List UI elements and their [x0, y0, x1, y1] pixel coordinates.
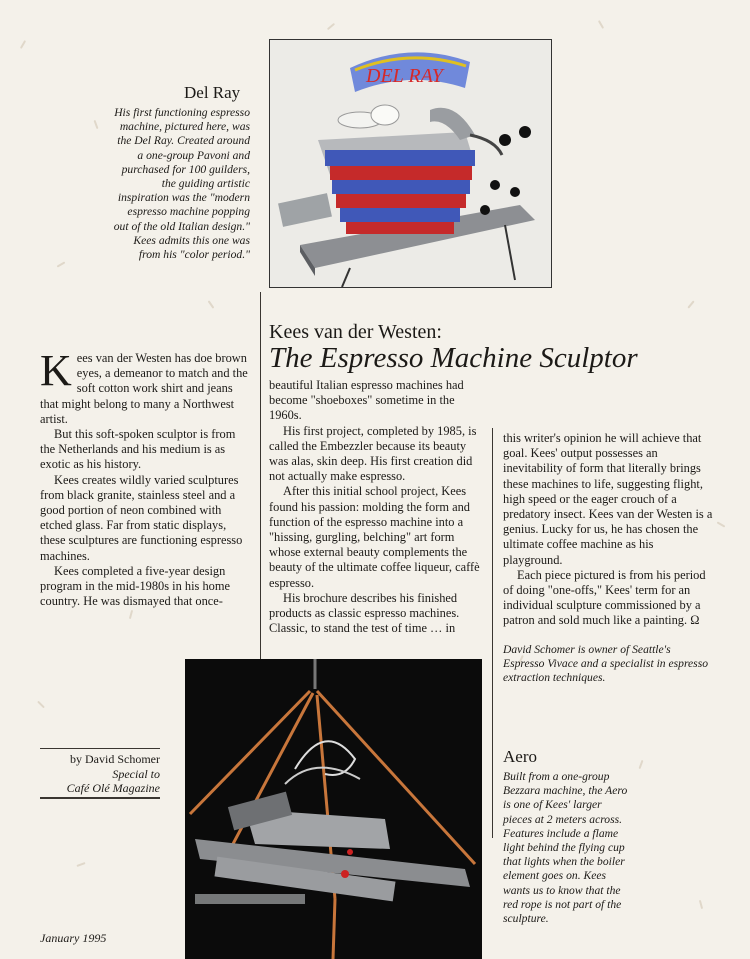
column-rule-right [492, 428, 493, 838]
author-bio: David Schomer is owner of Seattle's Espresso Vivace and a specialist in espresso extraction techniques. [503, 643, 709, 685]
delray-machine-illustration [270, 40, 551, 287]
byline-author: by David Schomer [70, 752, 160, 766]
byline-rule-top [40, 748, 160, 749]
headline-kicker: Kees van der Westen: [269, 321, 442, 343]
aero-title: Aero [503, 747, 537, 766]
byline-magazine: Café Olé Magazine [66, 781, 160, 795]
aero-machine-illustration [185, 659, 482, 959]
col1-paragraph-1: ees van der Westen has doe brown eyes, a demeanor to match and the soft cotton work shirt and jeans that might belong to many a Northwest artist. [40, 351, 248, 426]
col3-paragraph-1: this writer's opinion he will achieve that goal. Kees' output possesses an inevitability of form that literally brings these machines to life, suggesting flight, high speed or the eager crouch of a predatory insect. Kees van der Westen is a genius. Lucky for us, he has chosen the ultimate coffee machine as his playground. [503, 431, 713, 567]
footer-date: January 1995 [40, 931, 107, 945]
delray-caption: His first functioning espresso machine, pictured here, was the Del Ray. Created around a one-group Pavoni and purchased for 100 guilders, the guiding artistic inspiration was the "modern espresso machine popping out of the old Italian design." Kees admits this one was from his "color period." [113, 106, 250, 262]
delray-photo [269, 39, 552, 288]
aero-caption: Built from a one-group Bezzara machine, the Aero is one of Kees' larger pieces at 2 meters across. Features include a flame light behind the flying cup that lights when the boiler element goes on. Kees wants us to know that the red rope is not part of the sculpture. [503, 770, 628, 926]
col2-paragraph-3: After this initial school project, Kees found his passion: molding the form and function of the espresso machine into a "hissing, gurgling, belching" art form whose external beauty complements the beauty of the ultimate coffee liqueur, caffè espresso. [269, 484, 480, 590]
col1-paragraph-4: Kees completed a five-year design program in the mid-1980s in his home country. He was dismayed that once- [40, 563, 230, 609]
byline-rule-bottom [40, 797, 160, 799]
headline-title: The Espresso Machine Sculptor [269, 342, 638, 374]
col2-paragraph-2: His first project, completed by 1985, is called the Embezzler because its beauty was alas, skin deep. His first creation did not actually make espresso. [269, 423, 477, 484]
article-column-3 [503, 431, 715, 629]
col3-paragraph-2: Each piece pictured is from his period of doing "one-offs," Kees' term for an individual sculpture commissioned by a patron and sold much like a painting. Ω [503, 567, 706, 628]
col1-paragraph-3: Kees creates wildly varied sculptures from black granite, stainless steel and a good portion of neon combined with etched glass. Far from static displays, these sculptures are functioning espresso machines. [40, 472, 243, 563]
col1-paragraph-2: But this soft-spoken sculptor is from the Netherlands and his medium is as exotic as his history. [40, 427, 236, 472]
aero-photo [185, 659, 482, 959]
byline [40, 752, 160, 796]
col2-paragraph-1: beautiful Italian espresso machines had become "shoeboxes" sometime in the 1960s. [269, 378, 464, 423]
byline-special: Special to [112, 766, 160, 781]
delray-title: Del Ray [184, 83, 241, 102]
delray-sign-text: DEL RAY [366, 65, 443, 87]
article-column-1 [40, 346, 248, 609]
col2-paragraph-4: His brochure describes his finished products as classic espresso machines. Classic, to stand the test of time … in [269, 590, 460, 636]
drop-cap: K [40, 346, 72, 395]
article-column-2 [269, 378, 481, 636]
column-rule-left [260, 292, 261, 660]
